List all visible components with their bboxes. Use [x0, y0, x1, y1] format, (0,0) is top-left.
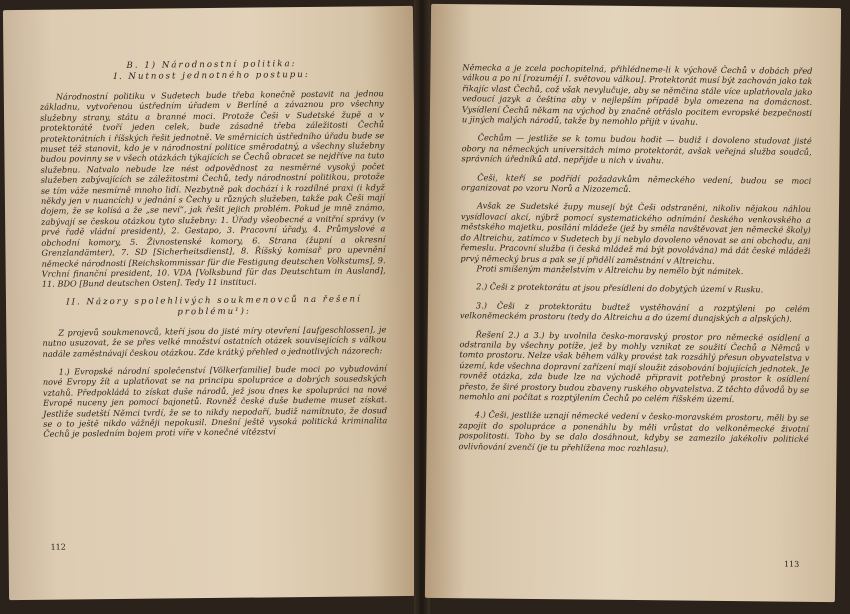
- subsection-title-2-cont: problému¹):: [177, 306, 251, 318]
- right-page: [425, 4, 841, 602]
- left-page: [3, 6, 419, 600]
- section-title: B. 1) Národnostní politika:: [126, 59, 297, 71]
- subsection-title-2: II. Názory spolehlivých soukmenovců na řešení: [66, 294, 362, 308]
- list-item: 4.) Češi, jestliže uznají německé vedení v česko-moravském prostoru, měli by se zapojit do spolupráce a ponenáhlu by měli vrůstat do velkoněmecké životní pospolitosti. Toho by se dalo dosáhnout, kdyby se zamezilo jakékoliv politické ovlivňování zvenčí (je tu přehlížena moc rozhlasu).: [458, 409, 809, 453]
- paragraph: Proti smíšeným manželstvím v Altreichu by nemělo být námitek.: [476, 263, 744, 277]
- paragraph: Z projevů soukmenovců, kteří jsou do jisté míry otevření [aufgeschlossen], je nutno usuzovat, že se přes velké množství ostatních otázek souvisejících s válkou nadále zaměstnávají českou otázkou. Zde krátký přehled o jednotlivých názorech:: [42, 323, 387, 359]
- left-page-body: [39, 58, 387, 439]
- paragraph: Řešení 2.) a 3.) by uvolnila česko-moravský prostor pro německé osídlení a odstranila by všechny potíže, jež by mohly vznikat ze soužití Čechů a Němců v tomto prostoru. Nelze však během války provést tak rozsáhlý přesun obyvatelstva v území, kde všechna dopravní zařízení mají sloužit zásobování bojujících jednotek. Je rovněž otázka, zda bude lze na východě připravit potřebný prostor k osídlení přesto, že širé prostory budou zbaveny ruského obyvatelstva. Z těchto důvodů by se nemohlo ani počítat s rozptýlením Čechů po celém říšském území.: [458, 328, 810, 405]
- list-item: 3.) Češi z protektorátu budtež vystěhování a rozptýleni po celém velkoněmeckém prostoru (tedy do Altreichu a do území dunajských a alpských).: [459, 300, 811, 324]
- paragraph: Národnostní politiku v Sudetech bude třeba konečně postavit na jednou základnu, vytvořenou ústředním úřadem v Berlíně a závaznou pro všechny služebny strany, státu a branné moci. Protože Češi v Sudetské župě a v protektorátě tvoří jeden celek, bude zásadně třeba záležitosti Čechů protektorátních i říšských řešit jednotně. Ve směrnicích ústředního úřadu bude se muset též stanovit, kdo je v národnostní politice směrodatný, a všechny služebny budou povinny se v všech otázkách týkajících se Čechů obracet se nejdříve na tuto služebnu. Natvalo nebude lze nést odpovědnost za nesměrné vysoký počet služeben zabývajících se záležitostmi Čechů, tedy národnostní politikou, protože se tím váže nesmírně mnoho lidí. Nezbytně pak dochází i k rozdílné praxi (i když někdy jen v nuancích) v jednání s Čechy u různých služeben, takže pak Češi mají dojem, že se kolísá a že „se neví“, jak řešit jejich problém. Pokud je mně známo, zabývají se českou otázkou tyto služebny: 1. Úřady všeobecné a vnitřní správy (v prvé řadě vládní president), 2. Gestapo, 3. Pracovní úřady, 4. Průmyslové a obchodní komory, 5. Živnostenské komory, 6. Strana (župní a okresní Grenzlandämter), 7. SD [Sicherheitsdienst], 8. Říšský komisař pro upevnění německé národnosti [Reichskommissar für die Festigung deutschen Volkstums], 9. Vrchní finanční president, 10. VDA [Volksbund für das Deutschtum in Ausland], 11. BDO [Bund deutschen Osten]. Tedy 11 instituci.: [39, 88, 386, 290]
- paragraph: 1.) Evropské národní společenství [Völkerfamilie] bude moci po vybudování nové Evropy žít a uplatňovat se na principu spolupráce a dobrých sousedských vztahů. Předpokládá to získat duše národů, jež jsou dnes ke spolupráci na nové Evropě nuceny jen pomocí bajonetů. Rovněž české duše budeme muset získat. Jestliže sudetští Němci tvrdí, že se to nikdy nepodaří, budiž namítnuto, že dosud se o to ještě nikdo vážněji nepokusil. Dnešní ještě vysoká politická kriminalita Čechů je posledním bojem proti víře v konečné vítězství: [42, 363, 388, 440]
- right-page-body: [458, 62, 812, 455]
- page-number-right: 113: [783, 559, 800, 569]
- paragraph: Avšak ze Sudetské župy musejí být Češi odstraněni, nikoliv nějakou náhlou vysídlovací akcí, nýbrž pomocí systematického odnímání českého venkovského a městského majetku, posílání mládeže (jež by směla navštěvovat jen německé školy) do Altreichu, zatímco v Sudetech by jí nebylo dovoleno věnovat se ani obchodu, ani řemeslu. Pracovní služba (i česká mládež má být povolávána) má dát české mládeži prvý německý brus a pak se jí přidělí zaměstnání v Altreichu.: [460, 200, 812, 266]
- paragraph: Češi, kteří se podřídí požadavkům německého vedení, budou se moci organizovat po vzoru Norů a Nizozemců.: [461, 172, 812, 195]
- paragraph: Německa a je zcela pochopitelná, přihlédneme-li k výchově Čechů v dobách před válkou a po ní [rozumějí I. světovou válkou]. Protektorát musí být zachován jako tak řikajíc vlast Čechů, což však nevylučuje, aby se němčina stále více uplatňovala jako vedoucí jazyk a čeština aby v nejlepším případě byla omezena na domácnost. Vysídlení Čechů někam na východ by značně otřáslo pocitem evropské bezpečnosti u jiných malých národů, takže by nemohlo přijít v úvahu.: [461, 62, 813, 127]
- list-item: 2.) Češi z protektorátu at jsou přesídleni do dobytých území v Rusku.: [476, 281, 764, 295]
- page-number-left: 112: [50, 542, 66, 552]
- subsection-title-1: I. Nutnost jednotného postupu:: [113, 69, 310, 83]
- paragraph: Čechům — jestliže se k tomu budou hodit — budiž i dovoleno studovat jisté obory na německých universitách mimo protektorát, avšak veřejná služba soudců, správních úředníků atd. nepřijde u nich v úvahu.: [461, 132, 812, 166]
